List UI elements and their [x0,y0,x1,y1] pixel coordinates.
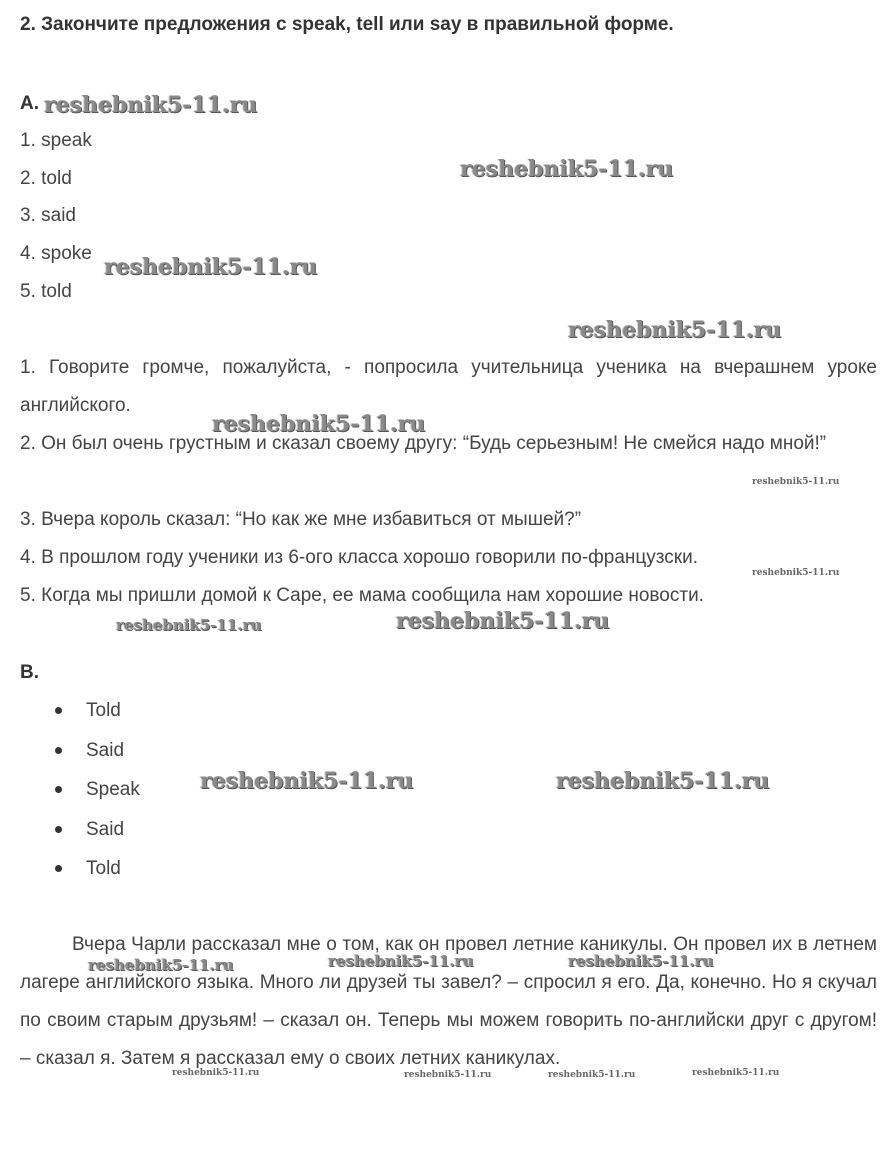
watermark: reshebnik5-11.ru [116,616,262,634]
watermark: reshebnik5-11.ru [752,568,840,578]
section-a-label: A. [20,93,39,114]
exercise-title: 2. Закончите предложения с speak, tell или say в правильной форме. [20,14,674,35]
watermark: reshebnik5-11.ru [172,1068,260,1078]
watermark: reshebnik5-11.ru [404,1070,492,1080]
list-item-label: Said [86,818,125,840]
answer-4: 4. spoke [20,243,92,264]
bullet-icon [55,707,62,714]
story-paragraph: Вчера Чарли рассказал мне о том, как он провел летние каникулы. Он провел их в летнем лагере английского языка. Много ли друзей ты завел? – спросил я его. Да, конечно. Но я скучал по своим старым друзьям! – сказал он. Теперь мы можем говорить по-английски друг с другом! – сказал я. Затем я рассказал ему о своих летних каникулах. [20,934,877,1069]
list-item [50,812,140,852]
answer-5: 5. told [20,281,72,302]
sentence-2: 2. Он был очень грустным и сказал своему другу: “Будь серьезным! Не смейся надо мной!” [20,433,827,454]
bullet-list [50,693,140,891]
list-item-label: Speak [86,779,140,800]
list-item [50,851,140,891]
watermark: reshebnik5-11.ru [88,956,234,974]
sentence-1: 1. Говорите громче, пожалуйста, - попросила учительница ученика на вчерашнем уроке английского. [20,357,877,416]
list-item [50,693,140,733]
bullet-icon [55,865,62,872]
watermark: reshebnik5-11.ru [396,608,610,634]
watermark: reshebnik5-11.ru [200,768,414,794]
answer-3: 3. said [20,205,76,226]
section-b-label: B. [20,662,39,683]
sentence-5: 5. Когда мы пришли домой к Саре, ее мама сообщила нам хорошие новости. [20,585,704,606]
watermark: reshebnik5-11.ru [752,477,840,487]
watermark: reshebnik5-11.ru [692,1068,780,1078]
watermark: reshebnik5-11.ru [212,411,426,437]
watermark: reshebnik5-11.ru [104,254,318,280]
sentence-3: 3. Вчера король сказал: “Но как же мне избавиться от мышей?” [20,509,582,530]
watermark: reshebnik5-11.ru [460,156,674,182]
watermark: reshebnik5-11.ru [568,952,714,970]
list-item-label: Told [86,858,121,879]
watermark: reshebnik5-11.ru [548,1070,636,1080]
watermark: reshebnik5-11.ru [44,92,258,118]
bullet-icon [55,747,62,754]
list-item-label: Told [86,700,121,721]
sentence-4: 4. В прошлом году ученики из 6-ого класса хорошо говорили по-французски. [20,547,698,568]
list-item [50,772,140,812]
list-item-label: Said [86,739,125,761]
bullet-icon [55,826,62,833]
watermark: reshebnik5-11.ru [568,317,782,343]
bullet-icon [55,786,62,793]
list-item [50,733,140,773]
watermark: reshebnik5-11.ru [328,952,474,970]
answer-1: 1. speak [20,130,92,151]
answer-2: 2. told [20,168,72,189]
watermark: reshebnik5-11.ru [556,768,770,794]
